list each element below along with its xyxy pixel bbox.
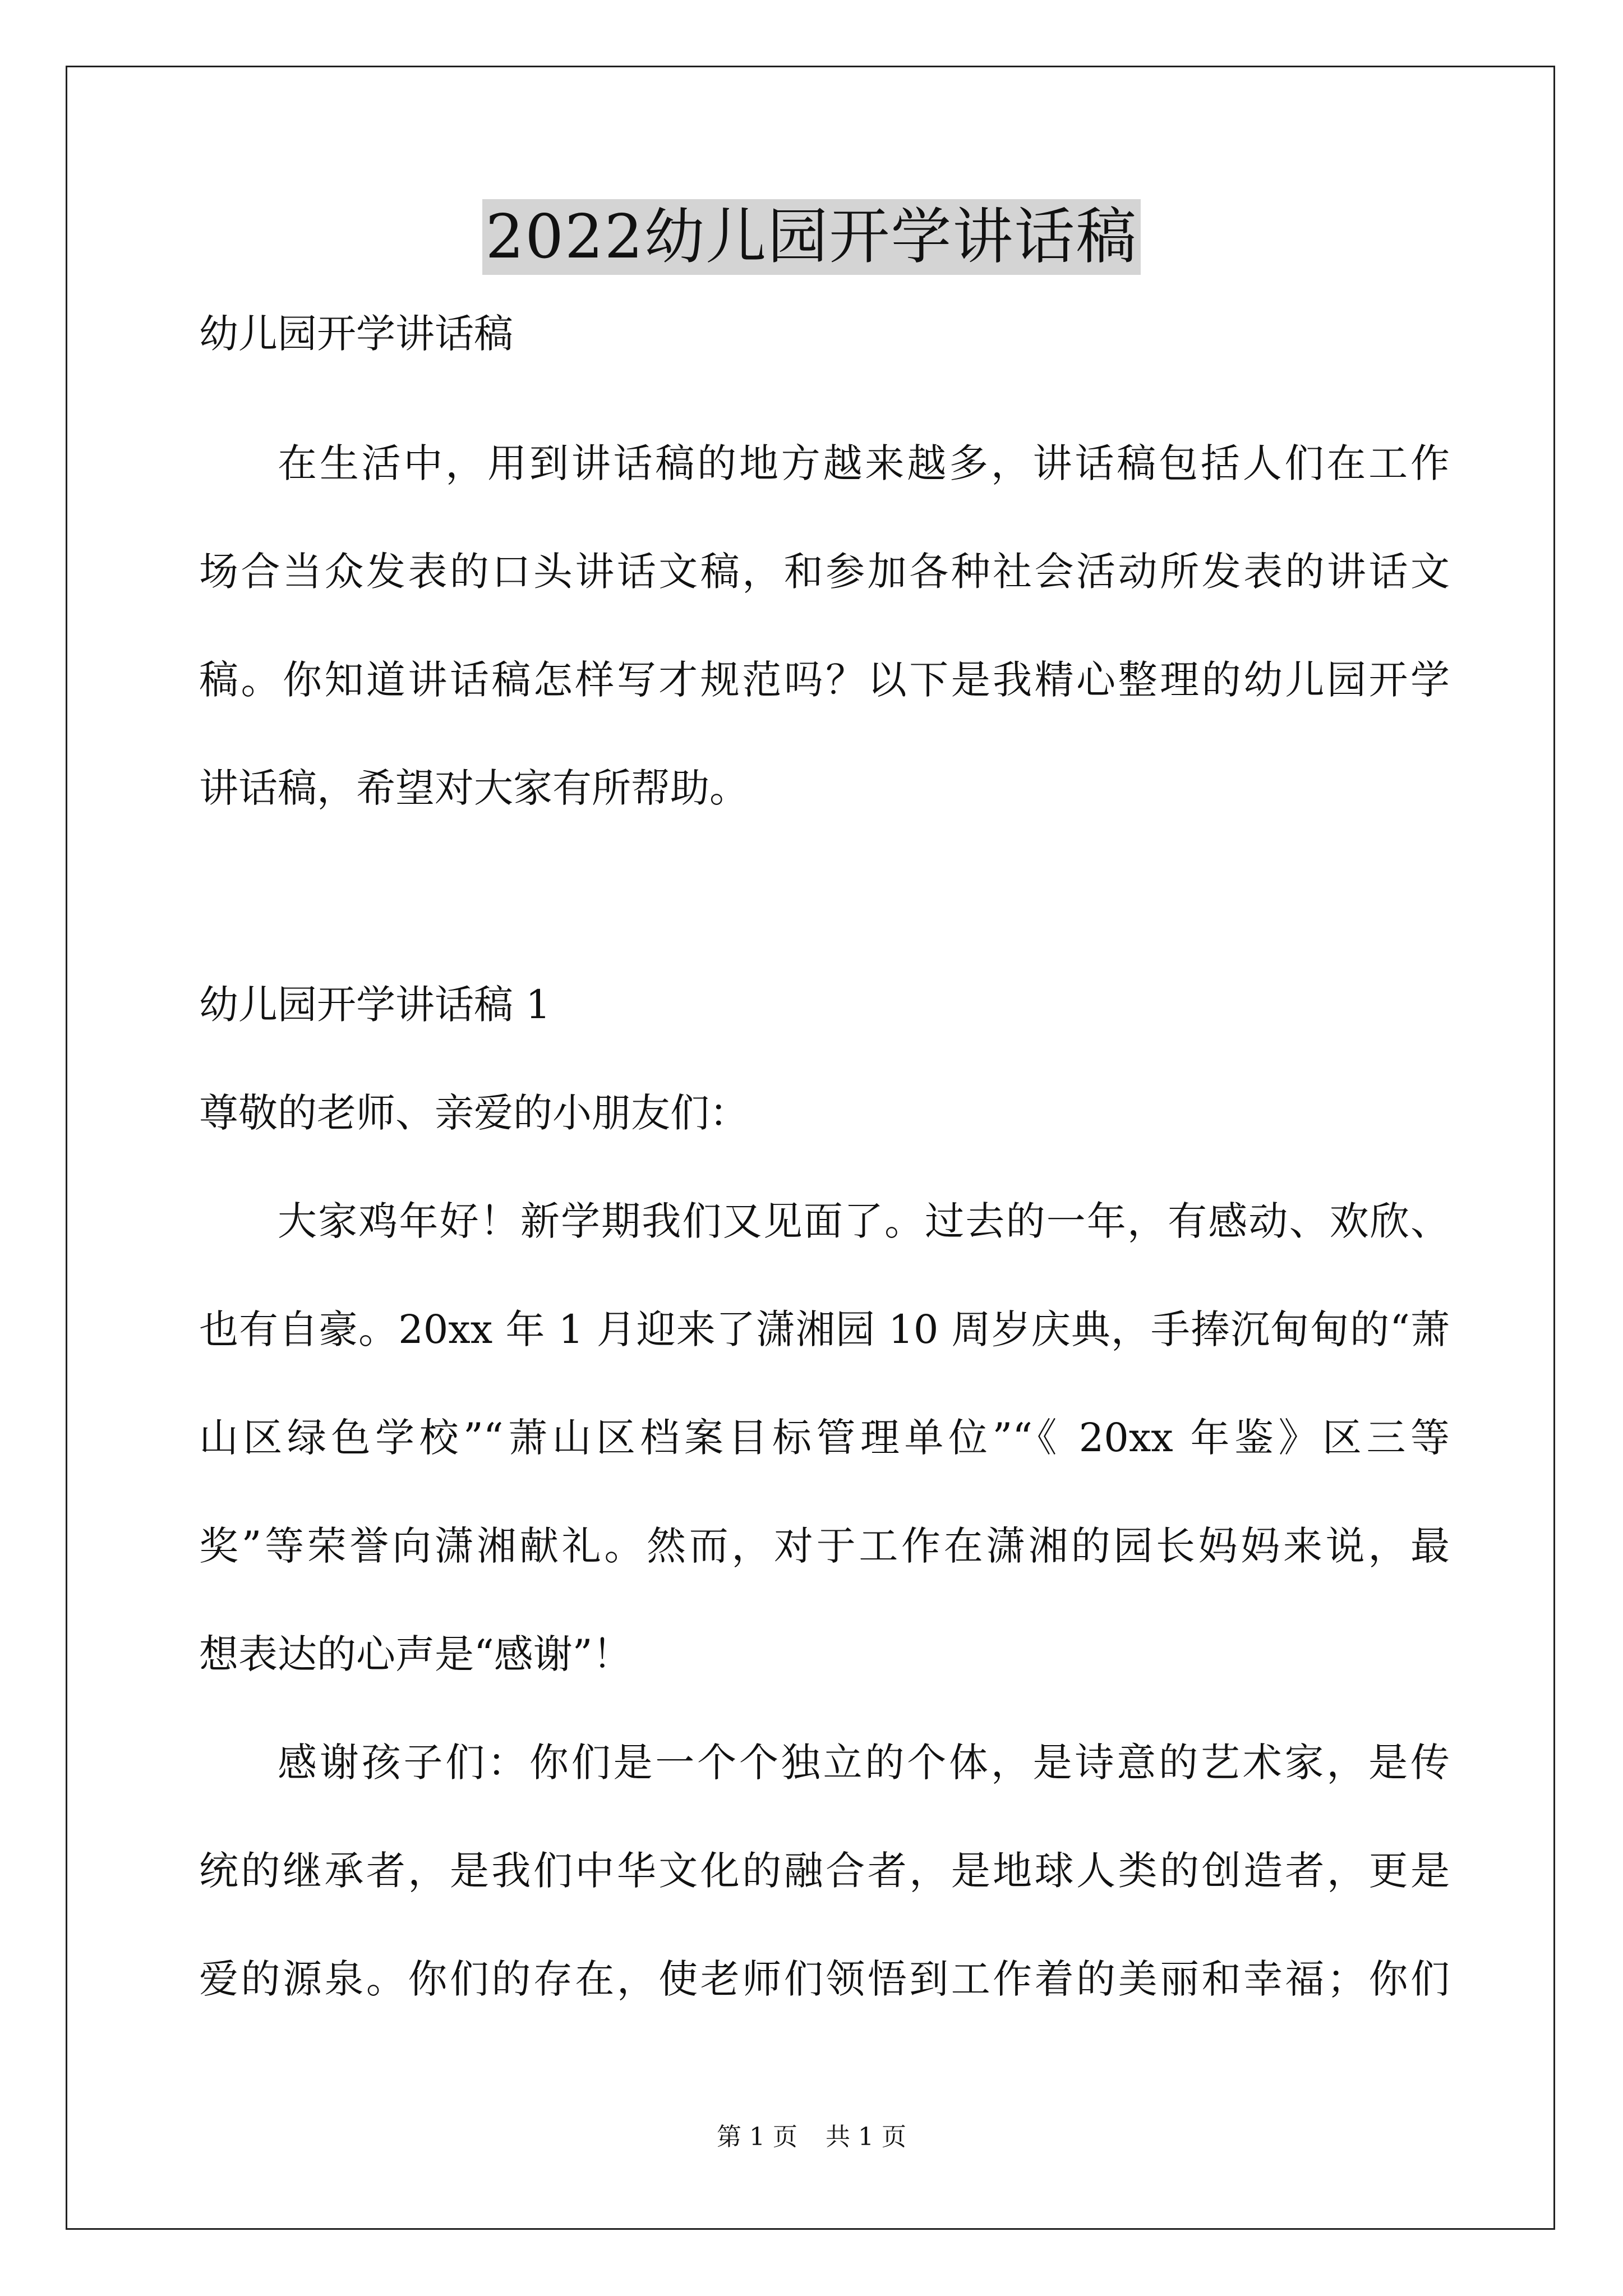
page-total: 共 1 页: [826, 2123, 906, 2151]
title-container: [0, 199, 1623, 275]
paragraph-1: [199, 1167, 1450, 1709]
document-subtitle: 幼儿园开学讲话稿: [199, 311, 513, 357]
intro-line: 稿。你知道讲话稿怎样写才规范吗？以下是我精心整理的幼儿园开学: [199, 657, 1450, 703]
paragraph-line: 爱的源泉。你们的存在，使老师们领悟到工作着的美丽和幸福；你们: [199, 1956, 1450, 2002]
paragraph-line: 山区绿色学校”“萧山区档案目标管理单位”“《 20xx 年鉴》区三等: [199, 1415, 1450, 1461]
intro-line: 讲话稿，希望对大家有所帮助。: [199, 765, 749, 811]
paragraph-2: [199, 1709, 1450, 2033]
intro-line: 场合当众发表的口头讲话文稿，和参加各种社会活动所发表的讲话文: [199, 549, 1450, 595]
paragraph-line: 想表达的心声是“感谢”！: [199, 1631, 632, 1677]
section-heading: 幼儿园开学讲话稿 1: [199, 982, 551, 1028]
document-title: 2022幼儿园开学讲话稿: [482, 199, 1141, 275]
spacer: [199, 843, 1450, 951]
paragraph-line: 统的继承者，是我们中华文化的融合者，是地球人类的创造者，更是: [199, 1848, 1450, 1894]
salutation: 尊敬的老师、亲爱的小朋友们：: [199, 1090, 749, 1136]
paragraph-line: 奖”等荣誉向潇湘献礼。然而，对于工作在潇湘的园长妈妈来说，最: [199, 1523, 1450, 1569]
paragraph-line: 感谢孩子们：你们是一个个独立的个体，是诗意的艺术家，是传: [278, 1740, 1450, 1786]
paragraph-line: 也有自豪。20xx 年 1 月迎来了潇湘园 10 周岁庆典，手捧沉甸甸的“萧: [199, 1306, 1450, 1352]
intro-line: 在生活中，用到讲话稿的地方越来越多，讲话稿包括人们在工作: [278, 440, 1450, 486]
intro-paragraph: [199, 409, 1450, 843]
page-footer: [0, 2120, 1623, 2154]
document-body: [199, 306, 1450, 2033]
paragraph-line: 大家鸡年好！新学期我们又见面了。过去的一年，有感动、欢欣、: [278, 1198, 1450, 1244]
page-number: 第 1 页: [717, 2123, 797, 2151]
